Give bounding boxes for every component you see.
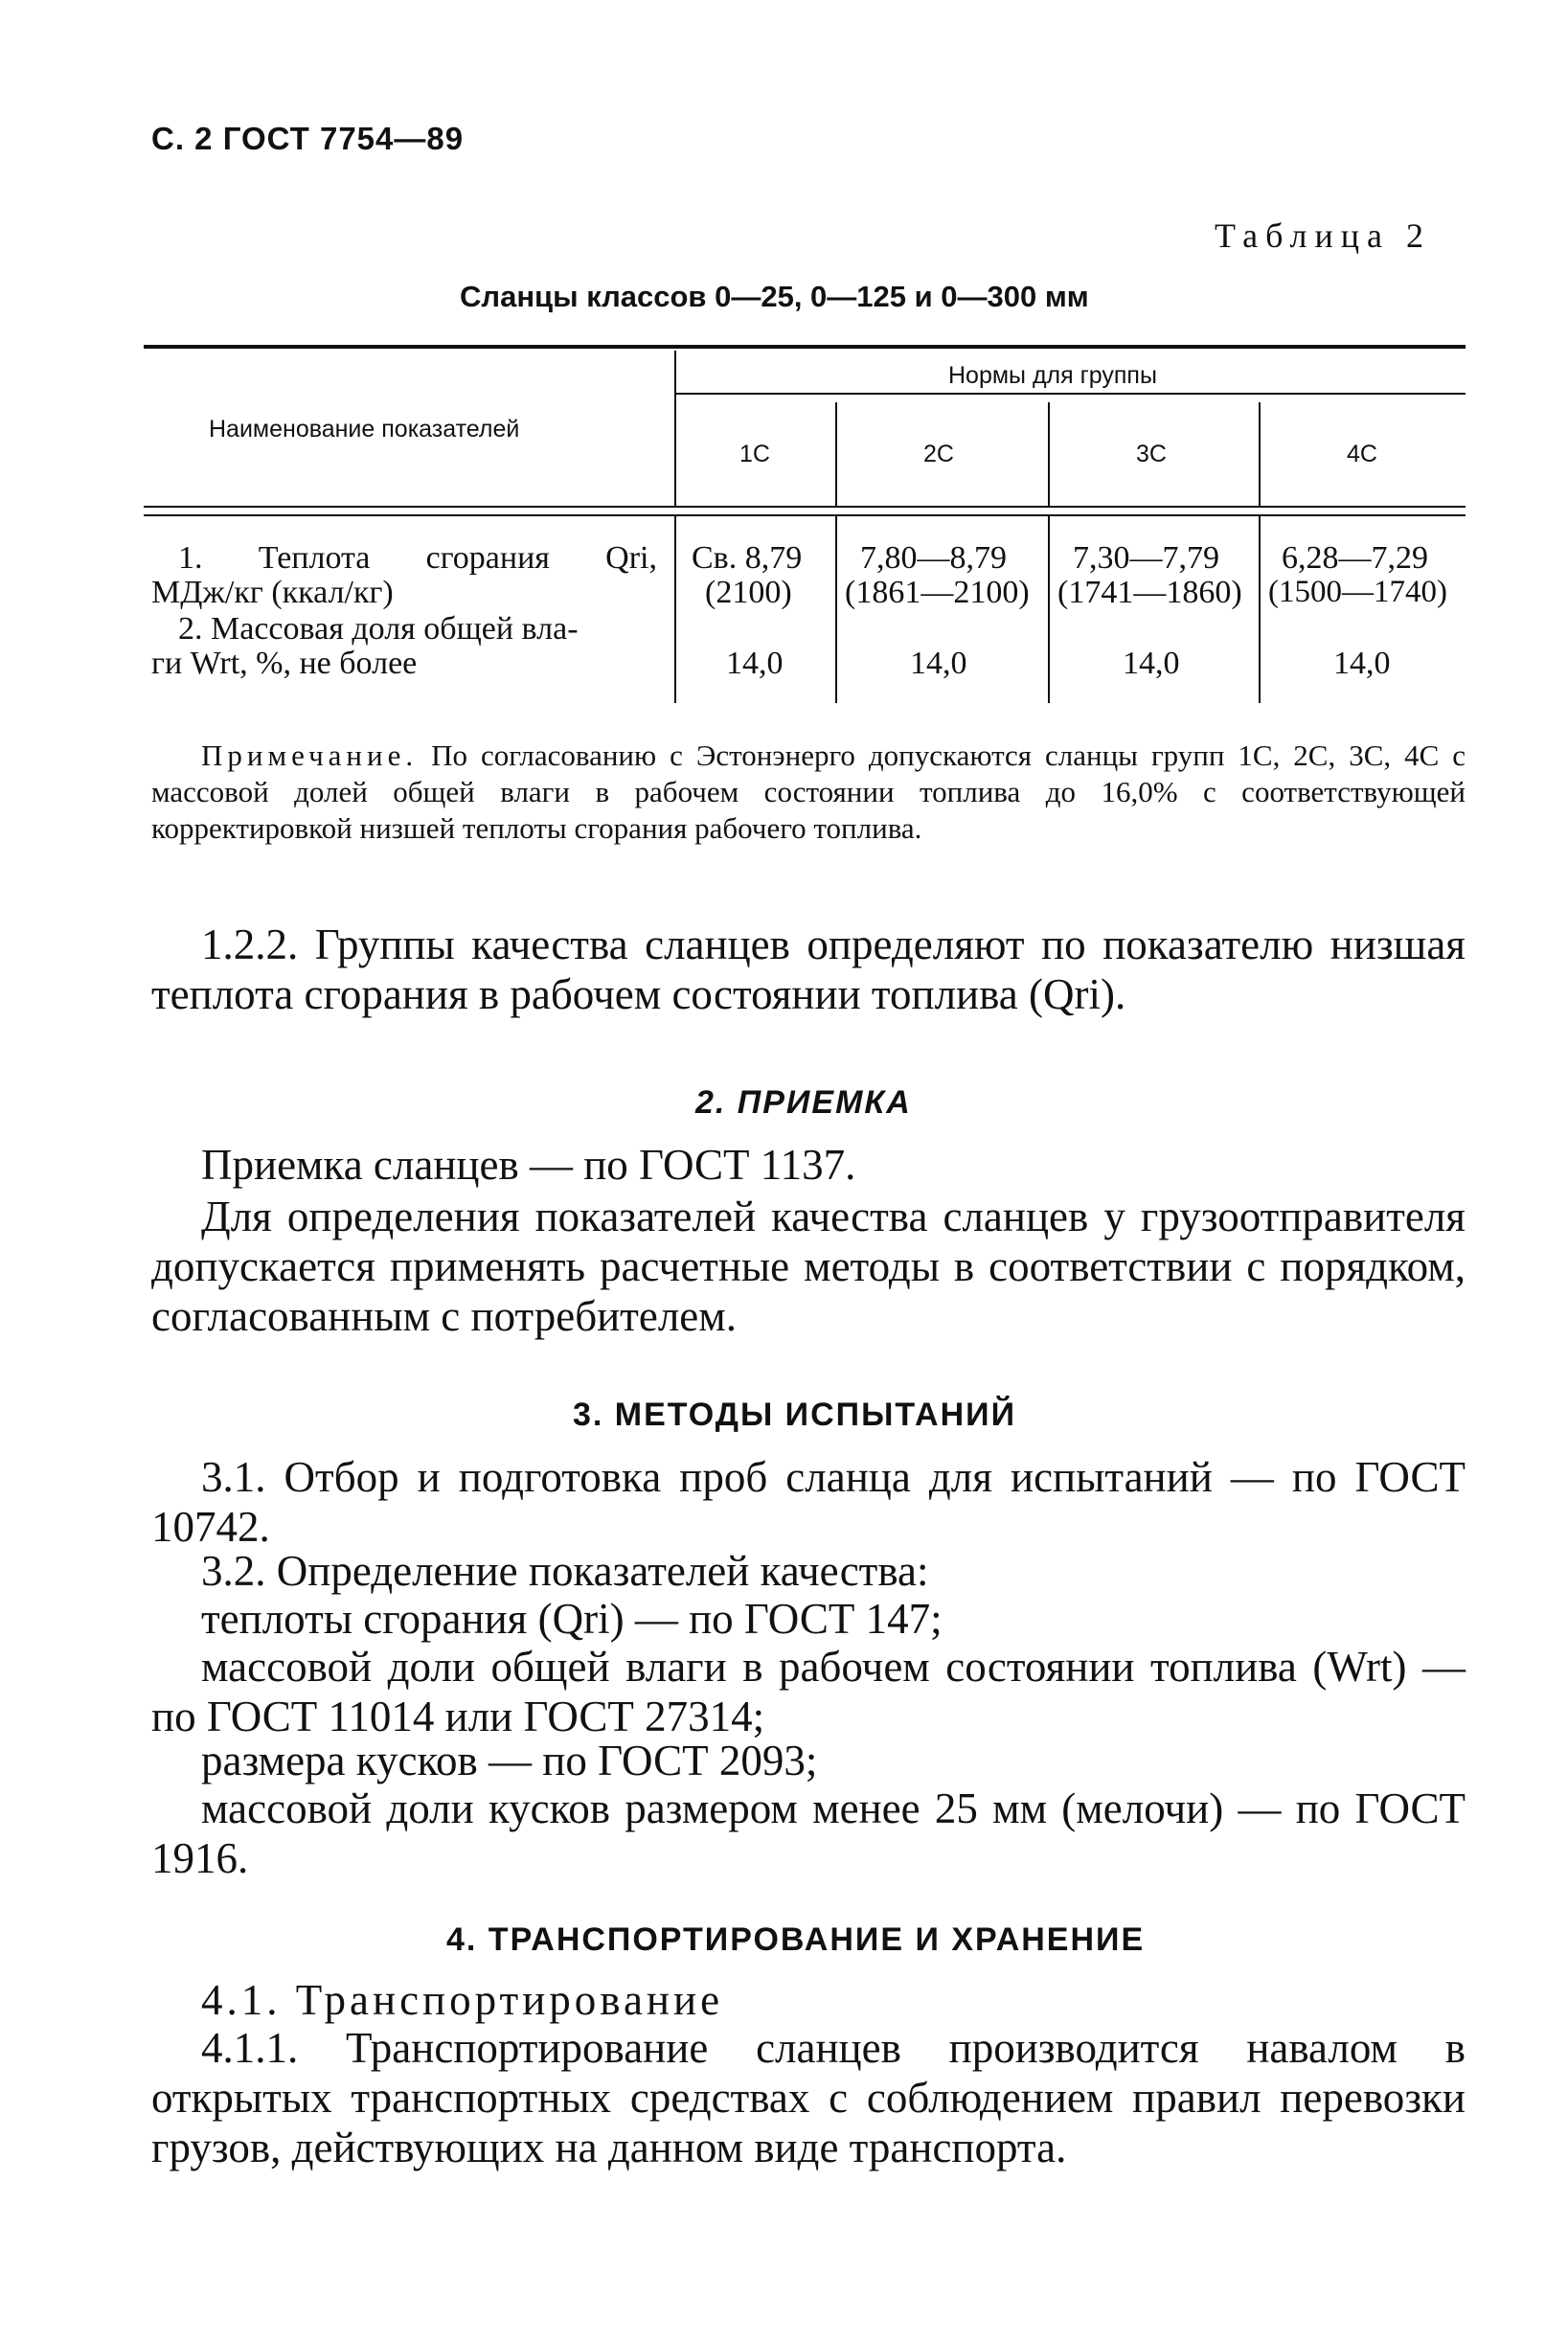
section-3-heading: 3. МЕТОДЫ ИСПЫТАНИЙ — [573, 1397, 1016, 1433]
row1-value-1c: Св. 8,79 — [692, 540, 803, 576]
table-divider — [1048, 516, 1050, 703]
table-divider — [674, 351, 676, 506]
group-2c: 2С — [923, 441, 954, 467]
row1-kcal-3c: (1741—1860) — [1057, 575, 1242, 610]
row1-kcal-2c: (1861—2100) — [845, 575, 1030, 610]
row1-label-unit: МДж/кг (ккал/кг) — [151, 575, 394, 610]
page-header: С. 2 ГОСТ 7754—89 — [151, 121, 465, 156]
row1-value-2c: 7,80—8,79 — [860, 540, 1007, 576]
table-divider — [1259, 402, 1261, 506]
section-3-p32: 3.2. Определение показателей качества: — [201, 1547, 929, 1595]
group-1c: 1С — [739, 441, 770, 467]
row2-label: 2. Массовая доля общей вла- — [178, 611, 579, 647]
row1-value-4c: 6,28—7,29 — [1282, 540, 1428, 576]
section-3-item4: массовой доли кусков размером менее 25 мм (мелочи) — по ГОСТ 1916. — [151, 1784, 1466, 1882]
table-divider — [1259, 516, 1261, 703]
row2-value-3c: 14,0 — [1123, 646, 1180, 681]
column-header-indicators: Наименование показателей — [209, 416, 520, 443]
row1-kcal-1c: (2100) — [705, 575, 792, 610]
section-3-item1: теплоты сгорания (Qri) — по ГОСТ 147; — [201, 1595, 943, 1643]
table-divider — [835, 516, 837, 703]
section-3-p31: 3.1. Отбор и подготовка проб сланца для испытаний — по ГОСТ 10742. — [151, 1453, 1466, 1551]
header-rule — [144, 506, 1466, 508]
header-rule — [144, 514, 1466, 516]
group-header: Нормы для группы — [948, 362, 1157, 389]
table-divider — [835, 402, 837, 506]
table-title: Сланцы классов 0—25, 0—125 и 0—300 мм — [460, 280, 1089, 313]
section-3-item2: массовой доли общей влаги в рабочем состоянии топлива (Wrt) — по ГОСТ 11014 или ГОСТ 27314; — [151, 1643, 1466, 1740]
row2-value-1c: 14,0 — [726, 646, 784, 681]
row1-label — [178, 542, 657, 575]
table-note — [151, 738, 1466, 847]
row2-value-2c: 14,0 — [910, 646, 967, 681]
section-3-item3: размера кусков — по ГОСТ 2093; — [201, 1737, 818, 1784]
table-divider — [1048, 402, 1050, 506]
table-top-rule — [144, 345, 1466, 349]
paragraph-1-2-2: 1.2.2. Группы качества сланцев определяют по показателю низшая теплота сгорания в рабочем состоянии топлива (Qri). — [151, 920, 1466, 1018]
section-4-p411: 4.1.1. Транспортирование сланцев производится навалом в открытых транспортных средствах с соблюдением правил перевозки грузов, действующих на данном виде транспорта. — [151, 2024, 1466, 2171]
row1-label-line1: 1. Теплота сгорания Qri, — [178, 540, 657, 576]
row2-value-4c: 14,0 — [1333, 646, 1391, 681]
group-4c: 4С — [1347, 441, 1377, 467]
table-number: Таблица 2 — [1215, 216, 1431, 255]
table-divider — [674, 516, 676, 703]
section-4-heading: 4. ТРАНСПОРТИРОВАНИЕ И ХРАНЕНИЕ — [446, 1921, 1146, 1958]
row1-kcal-4c: (1500—1740) — [1268, 575, 1447, 609]
group-rule — [676, 393, 1466, 395]
note-text: По согласованию с Эстонэнерго допускаются сланцы групп 1С, 2С, 3С, 4С с массовой долей общей влаги в рабочем состоянии топлива до 16,0% с соответствующей корректировкой низшей теплоты сгорания рабочего топлива. — [151, 739, 1466, 845]
section-2-heading: 2. ПРИЕМКА — [695, 1084, 912, 1121]
section-4-p41: 4.1. Транспортирование — [201, 1976, 724, 2024]
group-3c: 3С — [1136, 441, 1167, 467]
section-2-p1: Приемка сланцев — по ГОСТ 1137. — [201, 1141, 856, 1189]
note-label: Примечание. — [201, 739, 419, 772]
row2-label-cont: ги Wrt, %, не более — [151, 646, 418, 681]
section-2-p2: Для определения показателей качества сланцев у грузоотправителя допускается применять расчетные методы в соответствии с порядком, согласованным с потребителем. — [151, 1193, 1466, 1340]
row1-value-3c: 7,30—7,79 — [1073, 540, 1219, 576]
